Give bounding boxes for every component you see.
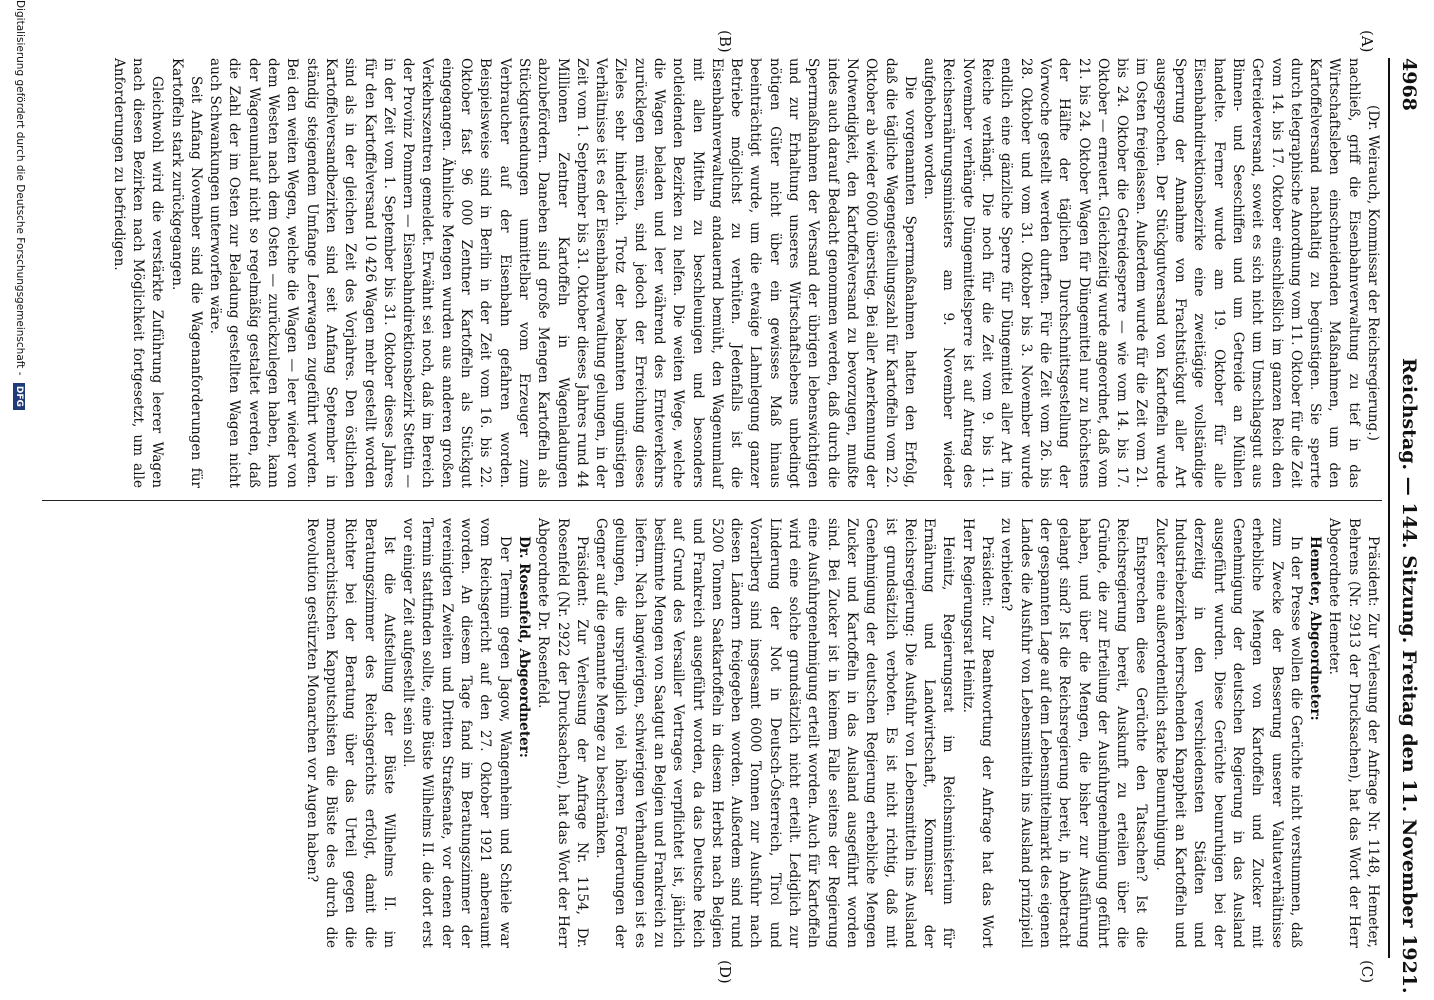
speaker-heading: Hemeter, Abgeordneter: — [1307, 536, 1324, 721]
page-number: 4968 — [1398, 58, 1420, 111]
paragraph: Präsident: Zur Verlesung der Anfrage Nr. 1148, Hemeter, Behrens (Nr. 2913 der Drucksachen), hat das Wort der Herr Abgeordnete Hemeter. — [1326, 518, 1381, 948]
footer-text: Digitalisierung gefördert durch die Deutsche Forschungsgemeinschaft - — [14, 0, 26, 376]
paragraph: nachließ, griff die Eisenbahnverwaltung zu tief in das Wirtschaftsleben einschneidenden Maßnahmen, um den Kartoffelversand nachhaltig zu begünstigen. Sie sperrte durch telegraphische Anordnung vom 11. Oktober für die Zeit vom 14. bis 17. Oktober einschließlich im ganzen Reich den Getreideversand, soweit es sich nicht um Umschlagsgut aus Binnen- und Seeschiffen und um Getreide an Mühlen handelte. Ferner wurde am 19. Oktober für alle Eisenbahndirektionsbezirke eine zweitägige vollständige Sperrung der Annahme von Frachtstückgut aller Art ausgesprochen. Der Stückgutversand von Kartoffeln wurde im Osten freigelassen. Außerdem wurde für die Zeit vom 21. bis 24. Oktober die Getreidesperre — wie vom 14. bis 17. Oktober — erneuert. Gleichzeitig wurde angeordnet, daß vom 21. bis 24. Oktober Wagen für Düngemittel nur zu höchstens der Hälfte der täglichen Durchschnittsgestellung der Vorwoche gestellt werden durften. Für die Zeit vom 26. bis 28. Oktober und vom 31. Oktober bis 3. November wurde endlich eine gänzliche Sperre für Düngemittel aller Art im Reiche verhängt. Die noch für die Zeit vom 9. bis 11. November verhängte Düngemittelsperre ist auf Antrag des Reichsernährungsministers am 9. November wieder aufgehoben worden. — [921, 58, 1362, 488]
paragraph: Präsident: Zur Beantwortung der Anfrage hat das Wort Herr Regierungsrat Heinitz. — [959, 518, 996, 948]
paragraph: In der Presse wollen die Gerüchte nicht verstummen, daß zum Zwecke der Besserung unserer Valutaverhältnisse erhebliche Mengen von Kartoffeln und Zucker mit Genehmigung der deutschen Regierung in das Ausland ausgeführt wurden. Diese Gerüchte beunruhigen bei der derzeitig in den verschiedensten Städten und Industriebezirken herrschenden Knappheit an Kartoffeln und Zucker eine außerordentlich starke Beunruhigung. — [1152, 518, 1304, 948]
paragraph: Seit Anfang November sind die Wagenanforderungen für Kartoffeln stark zurückgegangen. — [168, 58, 204, 488]
dfg-logo: DFG — [13, 383, 25, 410]
paragraph: Gleichwohl wird die verstärkte Zuführung leerer Wagen nach diesen Bezirken nach Möglichkeit fortgesetzt, um alle Anforderungen zu befriedigen. — [110, 58, 166, 488]
page-header — [1388, 58, 1424, 994]
paragraph: Entsprechen diese Gerüchte den Tatsachen? Ist die Reichsregierung bereit, Auskunft zu erteilen über die Gründe, die zur Erteilung der Ausfuhrgenehmigung geführt haben, und über die Mengen, die bisher zur Ausführung gelangt sind? Ist die Reichsregierung bereit, in Anbetracht der gespannten Lage auf dem Lebensmittelmarkt des eigenen Landes die Ausfuhr von Lebensmitteln ins Ausland prinzipiell zu verbieten? — [998, 518, 1150, 948]
speaker-line: (Dr. Weirauch, Kommissar der Reichsregierung.) — [1365, 105, 1381, 441]
running-title: Reichstag. — 144. Sitzung. Freitag den 11. November 1921. — [1398, 358, 1420, 994]
margin-marker-a: (A) — [1358, 30, 1376, 53]
speaker-heading: Dr. Rosenfeld, Abgeordneter: — [515, 536, 532, 758]
column-left — [47, 58, 1382, 488]
paragraph: Der Termin gegen Jagow, Wangenheim und Schiele war vom Reichsgericht auf den 27. Oktober 1921 anberaumt worden. An diesem Tage fand im Beratungszimmer der vereinigten Zweiten und Dritten Strafsenate, vor denen der Termin stattfinden sollte, eine Büste Wilhelms II. die dort erst vor einiger Zeit aufgestellt sein soll. — [400, 518, 513, 948]
margin-marker-b: (B) — [716, 30, 734, 53]
column-right — [47, 518, 1382, 948]
margin-marker-c: (C) — [1358, 960, 1376, 984]
column-divider — [42, 500, 1382, 501]
margin-marker-d: (D) — [716, 960, 734, 984]
paragraph: Heinitz, Regierungsrat im Reichsministerium für Ernährung und Landwirtschaft, Kommissar der Reichsregierung: Die Ausfuhr von Lebensmitteln ins Ausland ist grundsätzlich verboten. Es ist nicht richtig, daß mit Genehmigung der deutschen Regierung erhebliche Mengen Zucker und Kartoffeln in das Ausland ausgeführt worden sind. Bei Zucker ist in keinem Falle seitens der Regierung eine Ausfuhrgenehmigung erteilt worden. Auch für Kartoffeln wird eine solche grundsätzlich nicht erteilt. Lediglich zur Linderung der Not in Deutsch-Österreich, Tirol und Vorarlberg sind insgesamt 6000 Tonnen zur Ausfuhr nach diesen Ländern freigegeben worden. Außerdem sind rund 5200 Tonnen Saatkartoffeln in diesem Herbst nach Belgien und Frankreich ausgeführt worden, da das Deutsche Reich auf Grund des Versailler Vertrages verpflichtet ist, jährlich bestimmte Mengen von Saatgut an Belgien und Frankreich zu liefern. Nach langwierigen, schwierigen Verhandlungen ist es gelungen, die ursprünglich viel höheren Forderungen der Gegner auf die genannte Menge zu beschränken. — [593, 518, 957, 948]
footer-credit — [13, 0, 26, 1000]
paragraph: Präsident: Zur Verlesung der Anfrage Nr. 1154, Dr. Rosenfeld (Nr. 2922 der Drucksachen), hat das Wort der Herr Abgeordnete Dr. Rosenfeld. — [535, 518, 590, 948]
paragraph: Die vorgenannten Sperrmaßnahmen hatten den Erfolg, daß die tägliche Wagengestellungszahl für Kartoffeln vom 22. Oktober ab wieder 6000 überstieg. Bei aller Anerkennung der Notwendigkeit, den Kartoffelversand zu bevorzugen, mußte indes auch darauf Bedacht genommen werden, daß durch die Sperrmaßnahmen der Versand der übrigen lebenswichtigen und zur Erhaltung unseres Wirtschaftslebens unbedingt nötigen Güter nicht über ein gewisses Maß hinaus beeinträchtigt wurde, um die etwaige Lahmlegung ganzer Betriebe möglichst zu verhüten. Jedenfalls ist die Eisenbahnverwaltung andauernd bemüht, den Wagenumlauf mit allen Mitteln zu beschleunigen und besonders notleidenden Bezirken zu helfen. Die weiten Wege, welche die Wagen beladen und leer während des Ernteverkehrs zurücklegen müssen, sind jedoch der Erreichung dieses Zieles sehr hinderlich. Trotz der bekannten ungünstigen Verhältnisse ist es der Eisenbahnverwaltung gelungen, in der Zeit vom 1. September bis 31. Oktober dieses Jahres rund 44 Millionen Zentner Kartoffeln in Wagenladungen abzubefördern. Daneben sind große Mengen Kartoffeln als Stückgutsendungen unmittelbar vom Erzeuger zum Verbraucher auf der Eisenbahn gefahren worden. Beispielsweise sind in Berlin in der Zeit vom 16. bis 22. Oktober fast 96 000 Zentner Kartoffeln als Stückgut eingegangen. Ähnliche Mengen wurden aus anderen großen Verkehrszentren gemeldet. Erwähnt sei noch, daß im Bereich der Provinz Pommern — Eisenbahndirektionsbezirk Stettin — in der Zeit vom 1. September bis 31. Oktober dieses Jahres für den Kartoffelversand 10 426 Wagen mehr gestellt worden sind als in der gleichen Zeit des Vorjahres. Den östlichen Kartoffelversandbezirken sind seit Anfang September in ständig steigendem Umfange Leerwagen zugeführt worden. Bei den weiten Wegen, welche die Wagen — leer wieder von dem Westen nach dem Osten — zurückzulegen haben, kann der Wagenumlauf nicht so regelmäßig gestaltet werden, daß die Zahl der im Osten zur Beladung gestellten Wagen nicht auch Schwankungen unterworfen wäre. — [207, 58, 918, 488]
paragraph: Ist die Aufstellung der Büste Wilhelms II. im Beratungszimmer des Reichsgerichts erfolgt, damit die Richter bei der Beratung über das Urteil gegen die monarchistischen Kapputschisten die Büste des durch die Revolution gestürzten Monarchen vor Augen haben? — [303, 518, 397, 948]
